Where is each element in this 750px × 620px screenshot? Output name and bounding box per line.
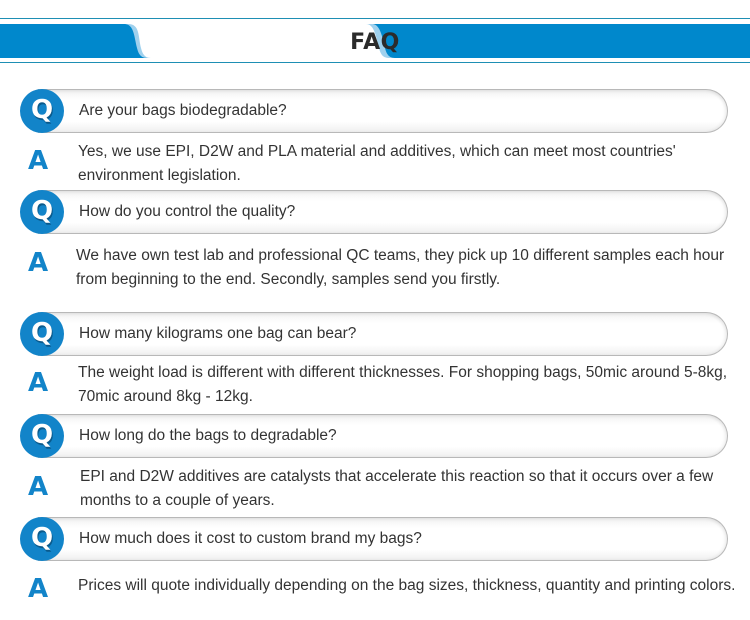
header-bottom-rule bbox=[0, 62, 750, 63]
question-badge-icon: Q bbox=[20, 414, 64, 458]
question-badge-icon: Q bbox=[20, 517, 64, 561]
faq-question-row bbox=[20, 414, 730, 458]
answer-text: We have own test lab and professional QC teams, they pick up 10 different samples each hour from beginning to the end. Secondly, samples send you firstly. bbox=[76, 247, 725, 288]
question-badge-icon: Q bbox=[20, 89, 64, 133]
question-text: Are your bags biodegradable? bbox=[79, 102, 287, 119]
answer-text: Prices will quote individually depending on the bag sizes, thickness, quantity and printing colors. bbox=[78, 577, 736, 594]
question-text: How much does it cost to custom brand my bags? bbox=[79, 530, 422, 547]
answer-text: Yes, we use EPI, D2W and PLA material and additives, which can meet most countries' environment legislation. bbox=[78, 143, 676, 184]
answer-badge-icon: A bbox=[28, 146, 49, 176]
faq-question-row bbox=[20, 312, 730, 356]
answer-badge-icon: A bbox=[28, 248, 49, 278]
question-text: How long do the bags to degradable? bbox=[79, 427, 337, 444]
page-title: FAQ bbox=[350, 30, 400, 55]
answer-badge-icon: A bbox=[28, 574, 49, 604]
answer-text: EPI and D2W additives are catalysts that accelerate this reaction so that it occurs over a few months to a couple of years. bbox=[80, 468, 714, 509]
question-badge-icon: Q bbox=[20, 190, 64, 234]
answer-badge-icon: A bbox=[28, 368, 49, 398]
answer-text: The weight load is different with different thicknesses. For shopping bags, 50mic around 5-8kg, 70mic around 8kg - 12kg. bbox=[78, 364, 728, 405]
faq-header-banner bbox=[0, 18, 750, 64]
faq-question-row bbox=[20, 190, 730, 234]
question-text: How do you control the quality? bbox=[79, 203, 296, 220]
question-badge-icon: Q bbox=[20, 312, 64, 356]
answer-badge-icon: A bbox=[28, 472, 49, 502]
faq-question-row bbox=[20, 89, 730, 133]
faq-question-row bbox=[20, 517, 730, 561]
question-text: How many kilograms one bag can bear? bbox=[79, 325, 357, 342]
